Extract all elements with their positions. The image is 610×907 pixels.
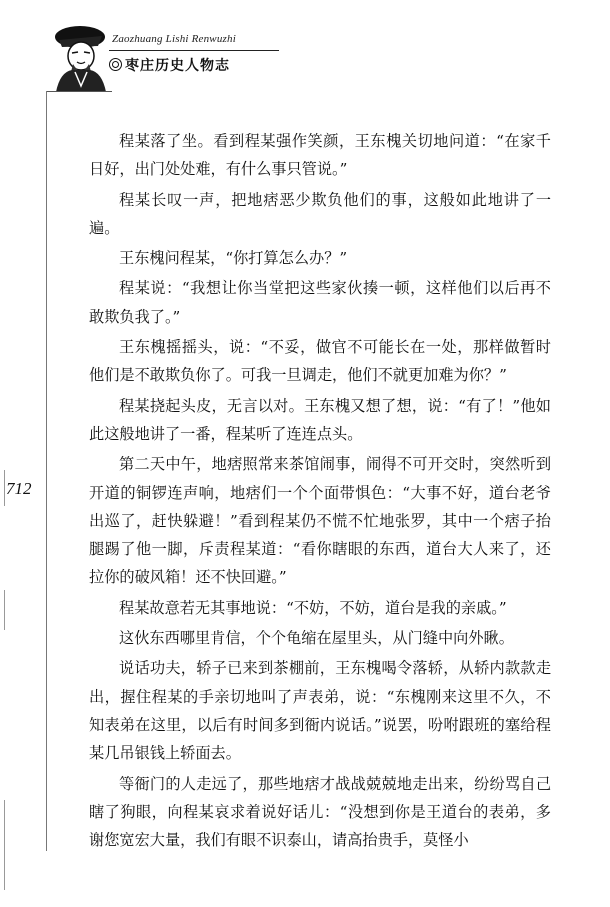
page-edge-line [4,800,5,890]
frame-top-rule [46,91,112,92]
header-rule [109,50,279,51]
page-number: 712 [6,479,32,498]
paragraph: 说话功夫，轿子已来到茶棚前，王东槐喝令落轿，从轿内款款走出，握住程某的手亲切地叫了声表弟，说：“东槐刚来这里不久，不知表弟在这里，以后有时间多到衙内说话。”说罢，吩咐跟班的塞给程某几吊银钱上轿面去。 [89,659,551,763]
circle-mark-icon [109,58,122,71]
paragraph: 等衙门的人走远了，那些地痞才战战兢兢地走出来，纷纷骂自己瞎了狗眼，向程某哀求着说好话儿：“没想到你是王道台的表弟，多谢您宽宏大量，我们有眼不识泰山，请高抬贵手，莫怪小 [89,774,551,850]
paragraph: 王东槐摇摇头，说：“不妥，做官不可能长在一处，那样做暂时他们是不敢欺负你了。可我一旦调走，他们不就更加难为你？” [89,338,551,385]
body-text [89,127,551,854]
paragraph: 程某故意若无其事地说：“不妨，不妨，道台是我的亲戚。” [119,598,507,617]
paragraph: 程某长叹一声，把地痞恶少欺负他们的事，这般如此地讲了一遍。 [89,190,551,237]
frame-left-rule [46,91,47,851]
paragraph: 程某挠起头皮，无言以对。王东槐又想了想，说：“有了！”他如此这般地讲了一番，程某听了连连点头。 [89,396,551,443]
paragraph: 程某说：“我想让你当堂把这些家伙揍一顿，这样他们以后再不敢欺负我了。” [89,279,551,326]
paragraph: 第二天中午，地痞照常来茶馆闹事，闹得不可开交时，突然听到开道的铜锣连声响，地痞们一个个面带惧色：“大事不好，道台老爷出巡了，赶快躲避！”看到程某仍不慌不忙地张罗，其中一个痞子抬腿踢了他一脚，斥责程某道：“看你瞎眼的东西，道台大人来了，还拉你的破风箱！还不快回避。” [89,455,551,587]
page-edge-line [4,470,5,506]
page-edge-line [4,590,5,630]
paragraph: 王东槐问程某，“你打算怎么办？” [119,249,348,268]
header-title-cn-text: 枣庄历史人物志 [125,58,230,74]
paragraph: 程某落了坐。看到程某强作笑颜，王东槐关切地问道：“在家千日好，出门处处难，有什么事只管说。” [89,132,551,179]
header-title-cn [109,55,230,75]
header-title-en: Zaozhuang Lishi Renwuzhi [112,33,236,45]
paragraph: 这伙东西哪里肯信，个个龟缩在屋里头，从门缝中向外瞅。 [119,629,514,648]
running-header [0,0,610,95]
portrait-illustration [50,20,108,92]
